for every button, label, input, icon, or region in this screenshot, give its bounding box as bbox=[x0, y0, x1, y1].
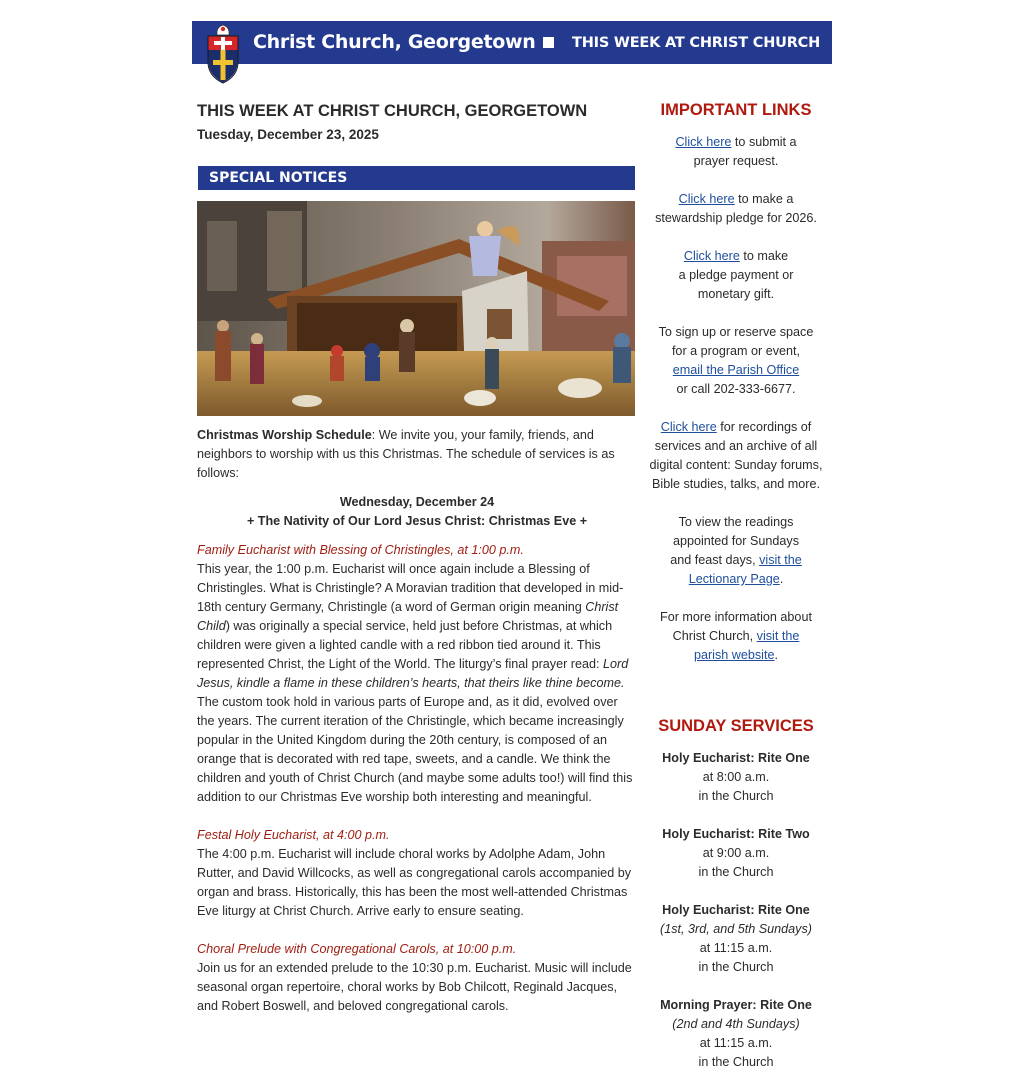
prayer-text: to submit a bbox=[731, 135, 797, 149]
pledge-link[interactable]: Click here bbox=[678, 192, 735, 206]
email-parish-office-link[interactable]: email the Parish Office bbox=[672, 363, 800, 377]
pledge-text: to make a bbox=[734, 192, 794, 206]
payment-link[interactable]: Click here bbox=[683, 249, 740, 263]
pledge-text: stewardship pledge for 2026. bbox=[655, 211, 817, 225]
readings-text: appointed for Sundays bbox=[672, 534, 800, 548]
banner-separator bbox=[543, 37, 554, 48]
service-name: Holy Eucharist: Rite Two bbox=[662, 827, 810, 841]
service-name: Holy Eucharist: Rite One bbox=[662, 903, 810, 917]
service-place: in the Church bbox=[698, 1055, 774, 1069]
prayer-text: prayer request. bbox=[693, 154, 779, 168]
payment-text: to make bbox=[739, 249, 789, 263]
service-text-choral-prelude: Join us for an extended prelude to the 10:30 p.m. Eucharist. Music will include seasonal organ repertoire, choral works by Bob Chilcott, Reginald Jacques, and Robert Boswell, and beloved congregational carols. bbox=[197, 961, 632, 1013]
signup-text: or call 202-333-6677. bbox=[676, 382, 796, 396]
lectionary-link-page[interactable]: Lectionary Page bbox=[688, 572, 780, 586]
intro-paragraph bbox=[197, 426, 637, 483]
main-column bbox=[197, 100, 637, 1016]
service-text-part: The custom took hold in various parts of Europe and, as it did, evolved over the years. The current iteration of the Christingle, which became increasingly popular in the United Kingdom during the 20th century, is composed of an orange that is decorated with red tape, sweets, and a candle. We think the children and youth of Christ Church (and maybe some adults too!) will find this addition to our Christmas Eve worship both interesting and meaningful. bbox=[197, 695, 633, 804]
service-item bbox=[642, 825, 830, 882]
service-time: at 8:00 a.m. bbox=[702, 770, 770, 784]
service-place: in the Church bbox=[698, 789, 774, 803]
payment-block bbox=[642, 247, 830, 304]
banner-section-label: THIS WEEK AT CHRIST CHURCH bbox=[572, 35, 821, 51]
parish-shield-logo bbox=[204, 22, 242, 84]
service-item bbox=[642, 996, 830, 1072]
service-text-festal-eucharist: The 4:00 p.m. Eucharist will include choral works by Adolphe Adam, John Rutter, and David Willcocks, as well as congregational carols accompanied by organ and brass. Historically, this has been the most well-attended Christmas Eve liturgy at Christ Church. Arrive early to ensure seating. bbox=[197, 847, 631, 918]
parish-website-link-text[interactable]: parish website bbox=[693, 648, 775, 662]
lectionary-link[interactable]: visit the bbox=[759, 553, 802, 567]
day-heading: Wednesday, December 24 bbox=[339, 495, 495, 509]
readings-block bbox=[642, 513, 830, 589]
nativity-scene-image bbox=[197, 201, 635, 416]
service-title-festal-eucharist: Festal Holy Eucharist, at 4:00 p.m. bbox=[197, 828, 390, 842]
service-title-family-eucharist: Family Eucharist with Blessing of Christingles, at 1:00 p.m. bbox=[197, 543, 524, 557]
readings-text: To view the readings bbox=[678, 515, 794, 529]
signup-block bbox=[642, 323, 830, 399]
sidebar bbox=[642, 100, 830, 1072]
service-name: Holy Eucharist: Rite One bbox=[662, 751, 810, 765]
service-time: at 11:15 a.m. bbox=[699, 941, 773, 955]
service-text-emphasis: Christ Child bbox=[197, 600, 619, 633]
service-text-part: This year, the 1:00 p.m. Eucharist will once again include a Blessing of Christingles. What is Christingle? A Moravian tradition that developed in mid-18th century Germany, Christingle (a word of German origin meaning bbox=[197, 562, 624, 614]
signup-text: To sign up or reserve space bbox=[658, 325, 814, 339]
service-text-family-eucharist bbox=[197, 560, 637, 807]
service-text-part: ) was originally a special service, held just before Christmas, at which children were given a lighted candle with a red ribbon tied around it. This represented Christ, the Light of the World. The liturgy’s final prayer read: bbox=[197, 619, 613, 671]
service-note: (2nd and 4th Sundays) bbox=[672, 1017, 800, 1031]
intro-text: : We invite you, your family, friends, and neighbors to worship with us this Christmas. The schedule of services is as follows: bbox=[197, 428, 615, 480]
recordings-text: services and an archive of all bbox=[654, 439, 818, 453]
parish-website-link[interactable]: visit the bbox=[756, 629, 800, 643]
signup-text: for a program or event, bbox=[671, 344, 801, 358]
service-title-choral-prelude: Choral Prelude with Congregational Carols, at 10:00 p.m. bbox=[197, 942, 517, 956]
service-item bbox=[642, 749, 830, 806]
readings-text: and feast days, bbox=[670, 553, 760, 567]
service-text-emphasis: Lord Jesus, kindle a flame in these children’s hearts, that theirs like thine become. bbox=[197, 657, 629, 690]
important-links-heading: IMPORTANT LINKS bbox=[660, 101, 812, 119]
service-time: at 9:00 a.m. bbox=[702, 846, 770, 860]
recordings-text: Bible studies, talks, and more. bbox=[652, 477, 820, 491]
feast-heading: + The Nativity of Our Lord Jesus Christ: Christmas Eve + bbox=[246, 514, 588, 528]
page-date: Tuesday, December 23, 2025 bbox=[197, 127, 379, 142]
info-text: . bbox=[774, 648, 778, 662]
recordings-text: for recordings of bbox=[716, 420, 812, 434]
recordings-text: digital content: Sunday forums, bbox=[649, 458, 823, 472]
parish-name: Christ Church, Georgetown bbox=[253, 31, 536, 53]
payment-text: monetary gift. bbox=[697, 287, 775, 301]
service-place: in the Church bbox=[698, 960, 774, 974]
recordings-link[interactable]: Click here bbox=[660, 420, 717, 434]
info-text: For more information about bbox=[660, 610, 812, 624]
service-item bbox=[642, 901, 830, 977]
service-note: (1st, 3rd, and 5th Sundays) bbox=[660, 922, 812, 936]
intro-label: Christmas Worship Schedule bbox=[197, 428, 372, 442]
readings-text: . bbox=[779, 572, 784, 586]
service-time: at 11:15 a.m. bbox=[699, 1036, 773, 1050]
service-name: Morning Prayer: Rite One bbox=[660, 998, 812, 1012]
special-notices-bar: SPECIAL NOTICES bbox=[198, 166, 635, 190]
page-title: THIS WEEK AT CHRIST CHURCH, GEORGETOWN bbox=[197, 102, 588, 120]
prayer-request-link[interactable]: Click here bbox=[675, 135, 732, 149]
parish-info-block bbox=[642, 608, 830, 665]
recordings-block bbox=[642, 418, 830, 494]
payment-text: a pledge payment or bbox=[678, 268, 794, 282]
prayer-request-block bbox=[642, 133, 830, 171]
info-text: Christ Church, bbox=[672, 629, 757, 643]
sunday-services-heading: SUNDAY SERVICES bbox=[658, 717, 814, 735]
service-place: in the Church bbox=[698, 865, 774, 879]
pledge-block bbox=[642, 190, 830, 228]
